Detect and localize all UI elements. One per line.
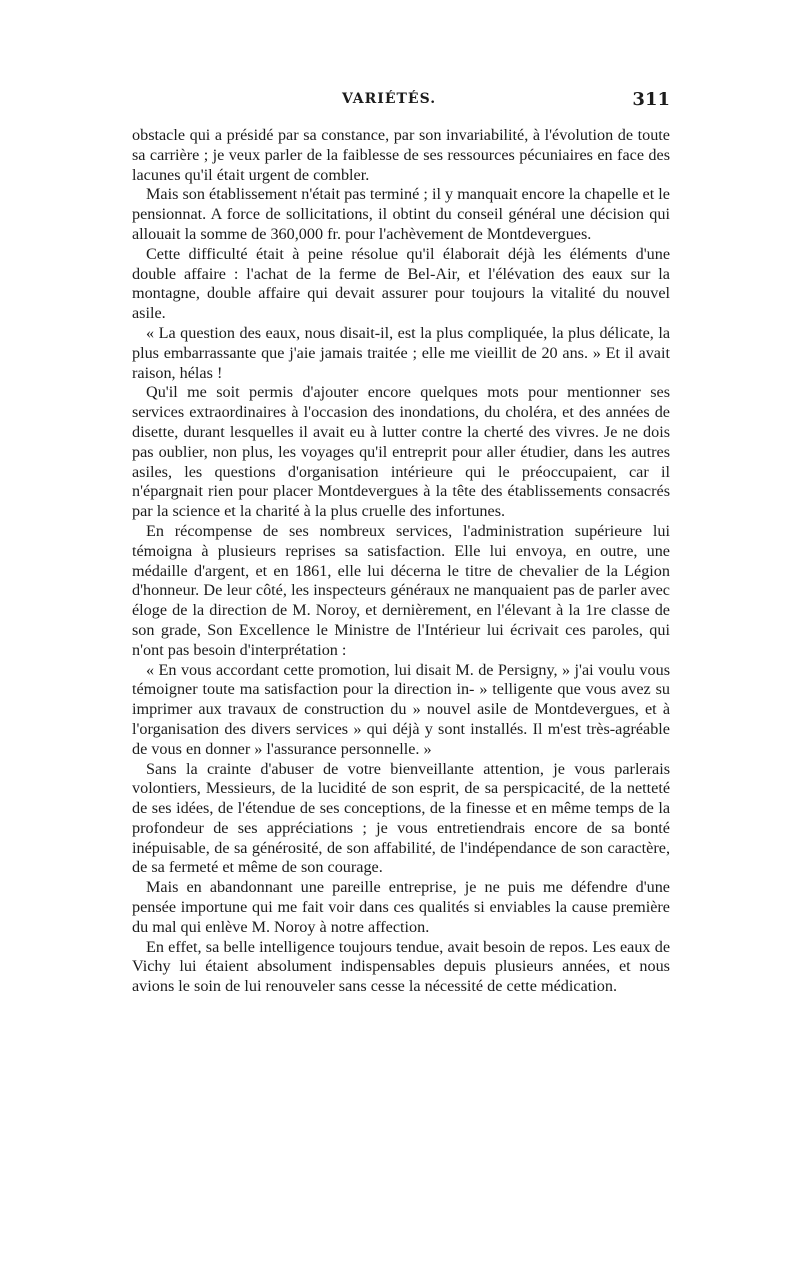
paragraph-2: Mais son établissement n'était pas terminé ; il y manquait encore la chapelle et le pensionnat. A force de sollicitations, il obtint du conseil général une décision qui allouait la somme de 360,000 fr. pour l'achèvement de Montdevergues. xyxy=(132,185,670,243)
paragraph-3: Cette difficulté était à peine résolue qu'il élaborait déjà les éléments d'une double affaire : l'achat de la ferme de Bel-Air, et l'élévation des eaux sur la montagne, double affaire qui devait assurer pour toujours la vitalité du nouvel asile. xyxy=(132,244,670,323)
paragraph-8: Sans la crainte d'abuser de votre bienveillante attention, je vous parlerais volontiers, Messieurs, de la lucidité de son esprit, de sa perspicacité, de la netteté de ses idées, de l'étendue de ses conceptions, de la finesse et en même temps de la profondeur de ses appréciations ; je vous entretiendrais encore de sa bonté inépuisable, de sa générosité, de son affabilité, de l'indépendance de son caractère, de sa fermeté et même de son courage. xyxy=(132,759,670,877)
paragraph-4: « La question des eaux, nous disait-il, est la plus compliquée, la plus délicate, la plus embarrassante que j'aie jamais traitée ; elle me vieillit de 20 ans. » Et il avait raison, hélas ! xyxy=(132,323,670,382)
body-text xyxy=(132,126,670,997)
quotation: « En vous accordant cette promotion, lui disait M. de Persigny, » j'ai voulu vous témoigner toute ma satisfaction pour la direction in- » telligente que vous avez su imprimer aux travaux de construction du » nouvel asile de Montdevergues, et à l'organisation des divers services » qui déjà y sont installés. Il m'est très-agréable de vous en donner » l'assurance personnelle. » xyxy=(132,660,670,758)
paragraph-9: Mais en abandonnant une pareille entreprise, je ne puis me défendre d'une pensée importune qui me fait voir dans ces qualités si enviables la cause première du mal qui enlève M. Noroy à notre affection. xyxy=(132,878,670,936)
paragraph-5: Qu'il me soit permis d'ajouter encore quelques mots pour mentionner ses services extraordinaires à l'occasion des inondations, du choléra, et des années de disette, durant lesquelles il avait eu à lutter contre la cherté des vivres. Je ne dois pas oublier, non plus, les voyages qu'il entreprit pour aller étudier, dans les autres asiles, les questions d'organisation intérieure qui le préoccupaient, car il n'épargnait rien pour placer Montdevergues à la tête des établissements consacrés par la science et la charité à la plus cruelle des infortunes. xyxy=(132,383,670,521)
paragraph-6: En récompense de ses nombreux services, l'administration supérieure lui témoigna à plusieurs reprises sa satisfaction. Elle lui envoya, en outre, une médaille d'argent, et en 1861, elle lui décerna le titre de chevalier de la Légion d'honneur. De leur côté, les inspecteurs généraux ne manquaient pas de parler avec éloge de la direction de M. Noroy, et dernièrement, en l'élevant à la 1re classe de son grade, Son Excellence le Ministre de l'Intérieur lui écrivait ces paroles, qui n'ont pas besoin d'interprétation : xyxy=(132,521,670,659)
page-number: 311 xyxy=(632,89,670,110)
paragraph-1: obstacle qui a présidé par sa constance, par son invariabilité, à l'évolution de toute sa carrière ; je veux parler de la faiblesse de ses ressources pécuniaires en face des lacunes qu'il était urgent de combler. xyxy=(132,126,670,184)
running-head: VARIÉTÉS. xyxy=(342,91,437,107)
paragraph-10: En effet, sa belle intelligence toujours tendue, avait besoin de repos. Les eaux de Vichy lui étaient absolument indispensables depuis plusieurs années, et nous avions le soin de lui renouveler sans cesse la nécessité de cette médication. xyxy=(132,937,670,996)
page-header xyxy=(132,91,670,115)
